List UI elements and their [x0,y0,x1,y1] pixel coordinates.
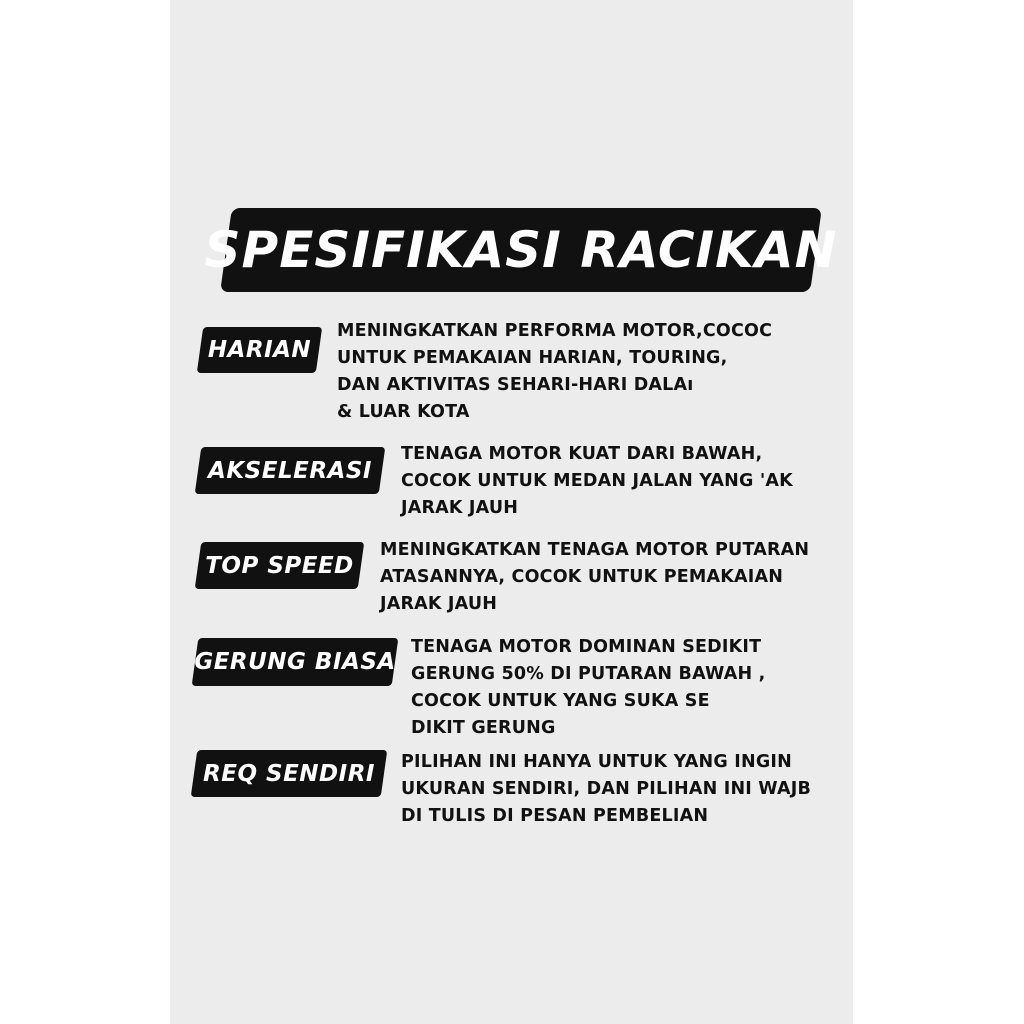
label-harian: HARIAN [207,337,312,363]
description-line: DAN AKTIVITAS SEHARI-HARI DALAı [337,375,694,395]
description-line: UKURAN SENDIRI, DAN PILIHAN INI WAJB [401,779,812,799]
description-req-sendiri [401,749,811,830]
description-akselerasi [401,441,793,522]
description-line: TENAGA MOTOR DOMINAN SEDIKIT [411,637,762,657]
description-top-speed [380,537,809,618]
description-line: COCOK UNTUK MEDAN JALAN YANG 'AK [401,471,793,491]
description-harian [337,318,772,426]
page-title: SPESIFIKASI RACIKAN [204,221,838,279]
description-line: GERUNG 50% DI PUTARAN BAWAH , [411,664,766,684]
description-line: MENINGKATKAN PERFORMA MOTOR,COCOC [337,321,773,341]
label-akselerasi: AKSELERASI [208,457,372,484]
label-gerung-biasa: GERUNG BIASA [194,649,396,675]
description-line: TENAGA MOTOR KUAT DARI BAWAH, [401,444,763,464]
label-req-sendiri: REQ SENDIRI [203,760,375,787]
description-line: UNTUK PEMAKAIAN HARIAN, TOURING, [337,348,728,368]
description-line: JARAK JAUH [401,498,519,518]
description-line: & LUAR KOTA [337,402,470,422]
description-line: DIKIT GERUNG [411,718,556,738]
description-line: JARAK JAUH [380,594,498,614]
description-line: PILIHAN INI HANYA UNTUK YANG INGIN [401,752,792,772]
description-line: COCOK UNTUK YANG SUKA SE [411,691,710,711]
description-line: DI TULIS DI PESAN PEMBELIAN [401,806,709,826]
description-line: MENINGKATKAN TENAGA MOTOR PUTARAN [380,540,810,560]
description-line: ATASANNYA, COCOK UNTUK PEMAKAIAN [380,567,784,587]
description-gerung-biasa [411,634,765,742]
label-top-speed: TOP SPEED [205,552,354,579]
